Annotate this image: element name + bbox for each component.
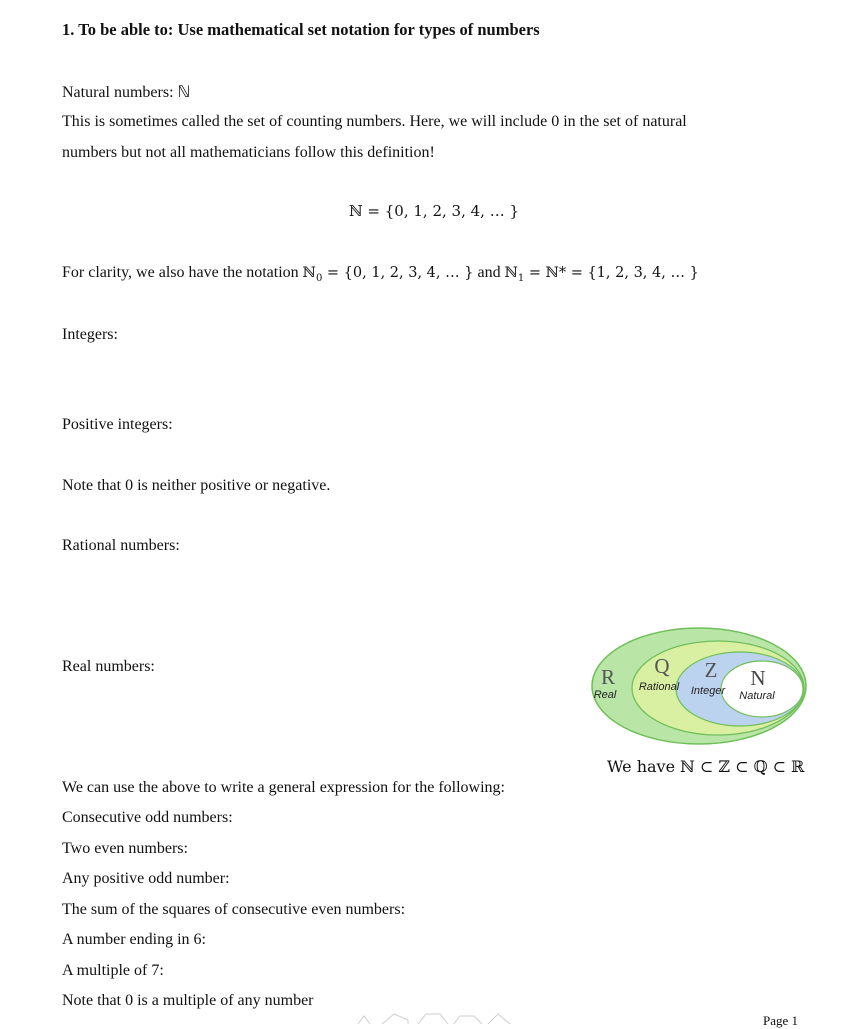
section-heading: 1. To be able to: Use mathematical set notation for types of numbers (62, 20, 540, 39)
expression-item: Two even numbers: (62, 840, 188, 857)
expression-item: The sum of the squares of consecutive even numbers: (62, 901, 406, 918)
n1-subscript: 1 (517, 272, 525, 284)
n1-symbol (504, 265, 699, 284)
subset-caption: We have ℕ ⊂ ℤ ⊂ ℚ ⊂ ℝ (607, 757, 805, 776)
expression-item: Note that 0 is a multiple of any number (62, 992, 314, 1009)
clarity-notation-line (62, 264, 699, 284)
clarity-and: and (477, 264, 501, 281)
zero-note: Note that 0 is neither positive or negative. (62, 477, 331, 494)
n0-letter: ℕ (302, 265, 316, 281)
integer-letter: Z (704, 658, 718, 682)
real-numbers-label: Real numbers: (62, 658, 155, 675)
expression-item: A number ending in 6: (62, 931, 206, 948)
natural-desc-line1: This is sometimes called the set of counting numbers. Here, we will include 0 in the set of natural (62, 113, 687, 130)
natural-letter: N (750, 666, 766, 690)
positive-integers-label: Positive integers: (62, 416, 173, 433)
natural-name: Natural (739, 690, 775, 702)
natural-set-equation: ℕ = {0, 1, 2, 3, 4, … } (348, 202, 520, 220)
integer-name: Integer (690, 685, 726, 697)
number-sets-diagram (590, 626, 810, 748)
n1-letter: ℕ (504, 265, 518, 281)
n1-set: = ℕ* = {1, 2, 3, 4, … } (524, 265, 699, 281)
rational-letter: Q (654, 654, 670, 678)
natural-desc-line2: numbers but not all mathematicians follow this definition! (62, 144, 435, 161)
real-name: Real (593, 689, 617, 701)
natural-numbers-label: Natural numbers: ℕ (62, 84, 191, 101)
rational-name: Rational (638, 681, 680, 693)
expression-item: Any positive odd number: (62, 870, 230, 887)
rational-numbers-label: Rational numbers: (62, 537, 180, 554)
expression-item: A multiple of 7: (62, 962, 164, 979)
real-letter: R (600, 665, 616, 689)
footer-decoration (350, 1010, 530, 1024)
integers-label: Integers: (62, 326, 118, 343)
clarity-prefix: For clarity, we also have the notation (62, 264, 299, 281)
n0-set: = {0, 1, 2, 3, 4, … } (322, 265, 474, 281)
page-number: Page 1 (763, 1013, 799, 1028)
expression-item: Consecutive odd numbers: (62, 809, 233, 826)
expressions-intro: We can use the above to write a general expression for the following: (62, 779, 505, 796)
n0-symbol (302, 265, 474, 284)
n0-subscript: 0 (315, 272, 323, 284)
